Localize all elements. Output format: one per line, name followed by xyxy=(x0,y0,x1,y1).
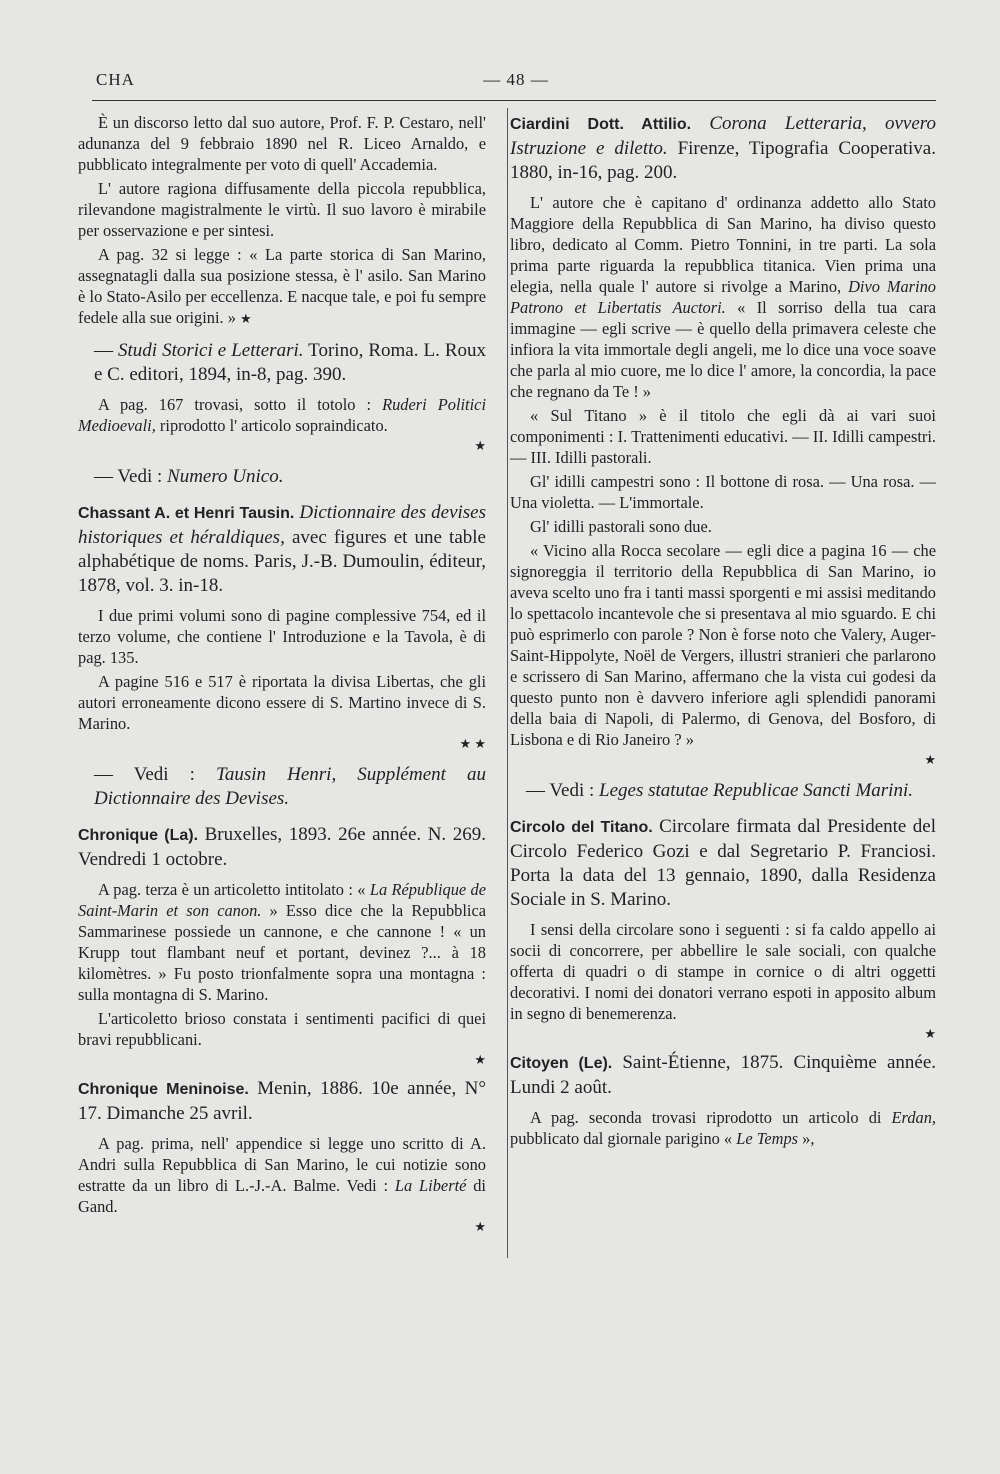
entry-keyword: Chronique Meninoise. xyxy=(78,1081,249,1098)
star-mark: ★ xyxy=(474,1219,486,1234)
paragraph: Gl' idilli pastorali sono due. xyxy=(530,517,712,536)
left-column xyxy=(78,112,486,1234)
paragraph: « Vicino alla Rocca secolare — egli dice a pagina 16 — che signoreggia il territorio della Repubblica di San Marino, io aveva scelto uno fra i tanti massi sporgenti e mi assisi meditando lo spettacolo incantevole che si presentava al mio sguardo. E chi può esprimerlo con parole ? Non è forse noto che Valery, Auger-Saint-Hippolyte, Noël de Vergers, illustri stranieri che parlarono e scrissero di San Marino, affermano che la vista cui godesi da questo punto non è davvero inferiore agli splendidi panorami della baia di Napoli, di Palermo, di Genova, del Bosforo, di Lisbona e di Rio Janeiro ? » xyxy=(510,541,936,749)
paragraph: « Sul Titano » è il titolo che egli dà ai vari suoi componimenti : I. Trattenimenti educativi. — II. Idilli campestri. — III. Idilli pastorali. xyxy=(510,406,936,467)
see-also xyxy=(94,763,486,811)
cited-title: La République de Saint-Marin et son canon. xyxy=(78,880,486,920)
paragraph xyxy=(78,244,486,329)
entry-title: Studi Storici e Letterari. xyxy=(118,340,304,361)
cited-title: Ruderi Politici Medioevali, xyxy=(78,395,486,435)
star-mark: ★ xyxy=(240,311,252,326)
entry-details: avec figures et une table alphabétique de noms. Paris, J.-B. Dumoulin, éditeur, 1878, vol. 3. in-18. xyxy=(78,527,486,596)
paragraph: I due primi volumi sono di pagine complessive 754, ed il terzo volume, che contiene l' Introduzione e la Tavola, è di pag. 135. xyxy=(78,606,486,667)
star-mark: ★ xyxy=(474,1052,486,1067)
entry-keyword: Circolo del Titano. xyxy=(510,819,653,836)
paragraph-text: » Esso dice che la Repubblica Sammarinese possiede un cannone, e che cannone ! « un Krupp tout flambant neuf et portant, devinez ?... à 18 kilomètres. » Fu posto trionfalmente sopra una montagna : sulla montagna di S. Marino. xyxy=(78,901,486,1004)
paragraph xyxy=(78,879,486,1005)
running-head-title: CHA xyxy=(96,70,135,89)
paragraph: I sensi della circolare sono i seguenti : si fa caldo appello ai socii di concorrere, per abbellire le sale sociali, con qualche offerta di quadri o di stampe in cornice o di altri oggetti decorativi. I nomi dei donatori verrano espoti in apposito album in segno di benemerenza. xyxy=(510,920,936,1023)
paragraph xyxy=(510,1107,936,1149)
cited-title: Le Temps xyxy=(736,1129,799,1148)
paragraph: L' autore ragiona diffusamente della piccola repubblica, rilevandone magistralmente le virtù. Il suo lavoro è mirabile per osservazione e per sintesi. xyxy=(78,179,486,240)
entry-details: Saint-Étienne, 1875. Cinquième année. Lundi 2 août. xyxy=(510,1052,937,1098)
entry-title: Dictionnaire des devises historiques et héraldiques, xyxy=(78,502,487,548)
paragraph: Gl' idilli campestri sono : Il bottone di rosa. — Una rosa. — Una violetta. — L'immortale. xyxy=(510,472,936,512)
paragraph-text: », xyxy=(798,1129,815,1148)
entry-details: Menin, 1886. 10e année, N° 17. Dimanche 25 avril. xyxy=(78,1078,486,1124)
entry-keyword: Chassant A. et Henri Tausin. xyxy=(78,505,295,522)
entry-studi-storici xyxy=(94,339,486,387)
cited-title: Erdan, xyxy=(891,1108,936,1127)
page-number: — 48 — xyxy=(483,70,549,89)
paragraph: È un discorso letto dal suo autore, Prof. F. P. Cestaro, nell' adunanza del 9 febbraio 1890 nel R. Liceo Arnaldo, e pubblicato integralmente per voto di quell' Accademia. xyxy=(78,113,486,174)
entry-details: Circolare firmata dal Presidente del Circolo Federico Gozi e dal Segretario P. Franciosi. Porta la data del 13 gennaio, 1890, dalla Residenza Sociale in S. Marino. xyxy=(510,816,936,910)
see-also xyxy=(94,465,486,489)
entry-chronique-meninoise xyxy=(78,1077,486,1126)
see-label: — Vedi : xyxy=(526,780,600,801)
see-label: — Vedi : xyxy=(94,466,168,487)
star-mark: ★ xyxy=(924,1026,936,1041)
entry-ciardini xyxy=(510,112,936,185)
entry-details: Torino, Roma. L. Roux e C. editori, 1894, in-8, pag. 390. xyxy=(94,340,487,385)
paragraph-text: L' autore che è capitano d' ordinanza addetto allo Stato Maggiore della Repubblica di San Marino, ha diviso questo libro, dedicato al Comm. Pietro Tonnini, in tre parti. La sola prima parte riguarda la repubblica titanica. Vien prima una elegia, nella quale l' autore si rivolge a Marino, xyxy=(510,193,936,296)
see-label: — Vedi : xyxy=(94,764,217,785)
dash: — xyxy=(94,340,119,361)
paragraph-text: A pag. 167 trovasi, sotto il totolo : xyxy=(98,395,383,414)
entry-title: Corona Letteraria, ovvero Istruzione e diletto. xyxy=(510,113,936,159)
paragraph-text: riprodotto l' articolo sopraindicato. xyxy=(155,416,388,435)
paragraph xyxy=(510,192,936,402)
paragraph-text: pubblicato dal giornale parigino « xyxy=(510,1129,737,1148)
running-header xyxy=(96,70,936,96)
cited-title: La Liberté xyxy=(394,1176,467,1195)
right-column xyxy=(510,112,936,1152)
paragraph-text: A pag. 32 si legge : « La parte storica di San Marino, assegnatagli dalla sua posizione stessa, è l' asilo. San Marino è lo Stato-Asilo per eccellenza. E nacque tale, e poi fu sempre fedele alla sue origini. » xyxy=(78,245,486,327)
star-mark: ★ xyxy=(924,752,936,767)
see-reference: Leges statutae Republicae Sancti Marini. xyxy=(599,780,913,801)
cited-title: Divo Marino Patrono et Libertatis Auctori. xyxy=(510,277,936,317)
entry-citoyen xyxy=(510,1051,936,1100)
see-also xyxy=(526,779,936,803)
entry-keyword: Ciardini Dott. Attilio. xyxy=(510,116,692,133)
paragraph-text: A pag. seconda trovasi riprodotto un articolo di xyxy=(530,1108,892,1127)
see-reference: Numero Unico. xyxy=(167,466,284,487)
paragraph xyxy=(78,1133,486,1217)
entry-details: Bruxelles, 1893. 26e année. N. 269. Vendredi 1 octobre. xyxy=(78,824,486,870)
see-reference: Tausin Henri, Supplément au Dictionnaire des Devises. xyxy=(94,764,487,809)
paragraph-text: A pag. prima, nell' appendice si legge uno scritto di A. Andri sulla Repubblica di San Marino, le cui notizie sono estratte da un libro di L.-J.-A. Balme. Vedi : xyxy=(78,1134,486,1195)
entry-circolo xyxy=(510,815,936,912)
star-mark: ★ ★ xyxy=(459,736,486,751)
entry-chassant xyxy=(78,501,486,598)
paragraph: A pagine 516 e 517 è riportata la divisa Libertas, che gli autori erroneamente dicono essere di S. Martino invece di S. Marino. xyxy=(78,672,486,733)
entry-keyword: Chronique (La). xyxy=(78,827,199,844)
star-mark: ★ xyxy=(474,438,486,453)
entry-keyword: Citoyen (Le). xyxy=(510,1055,613,1072)
column-divider xyxy=(507,108,508,1258)
paragraph: L'articoletto brioso constata i sentimenti pacifici di quei bravi repubblicani. xyxy=(78,1009,486,1049)
paragraph-text: di Gand. xyxy=(78,1176,486,1216)
paragraph-text: A pag. terza è un articoletto intitolato : « xyxy=(98,880,370,899)
paragraph-text: « Il sorriso della tua cara immagine — egli scrive — è quello della primavera celeste che infiora la vita immortale degli angeli, me lo dice una voce soave che parla al mio cuore, me lo dice l' amore, la concordia, la pace che regnano da Te ! » xyxy=(510,298,936,401)
paragraph xyxy=(78,394,486,436)
entry-details: Firenze, Tipografia Cooperativa. 1880, in-16, pag. 200. xyxy=(510,138,936,183)
entry-chronique xyxy=(78,823,486,872)
header-rule xyxy=(92,100,936,101)
